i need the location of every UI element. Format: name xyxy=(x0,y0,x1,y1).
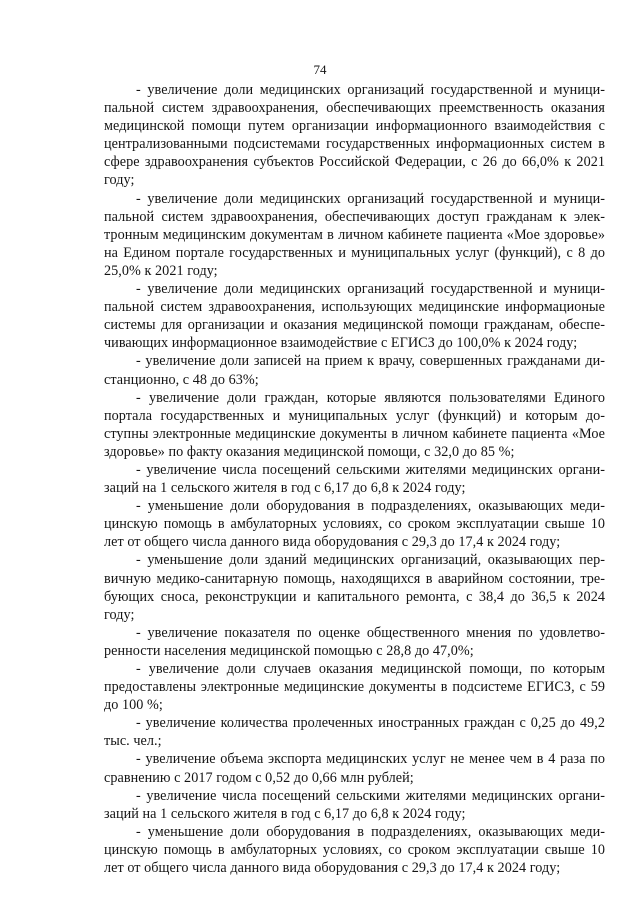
paragraph: - увеличение доли медицинских организаций государственной и муниципальной систем здравоохранения, использующих медицинские информационые системы для организации и оказания медицинской помощи гражданам, обеспечивающих информационное взаимодействие с ЕГИСЗ до 100,0% к 2024 году; xyxy=(104,281,605,352)
paragraph: - уменьшение доли оборудования в подразделениях, оказывающих медицинскую помощь в амбулаторных условиях, со сроком эксплуатации свыше 10 лет от общего числа данного вида оборудования с 29,3 до 17,4 к 2024 году; xyxy=(104,498,605,551)
paragraph: - увеличение доли записей на прием к врачу, совершенных гражданами дистанционно, с 48 до 63%; xyxy=(104,353,605,388)
paragraph: - увеличение доли медицинских организаций государственной и муниципальной систем здравоохранения, обеспечивающих преемственность оказания медицинской помощи путем организации информационного взаимодействия с централизованными подсистемами государственных информационных систем в сфере здравоохранения субъектов Российской Федерации, с 26 до 66,0% к 2021 году; xyxy=(104,82,605,189)
document-body xyxy=(104,81,605,877)
paragraph: - увеличение показателя по оценке общественного мнения по удовлетворенности населения медицинской помощью с 28,8 до 47,0%; xyxy=(104,624,605,659)
paragraph: - увеличение числа посещений сельскими жителями медицинских организаций на 1 сельского жителя в год с 6,17 до 6,8 к 2024 году; xyxy=(104,787,605,822)
paragraph: - увеличение объема экспорта медицинских услуг не менее чем в 4 раза по сравнению с 2017 годом с 0,52 до 0,66 млн рублей; xyxy=(104,751,605,786)
paragraph: - уменьшение доли зданий медицинских организаций, оказывающих первичную медико-санитарную помощь, находящихся в аварийном состоянии, требующих сноса, реконструкции и капитального ремонта, с 38,4 до 36,5 к 2024 году; xyxy=(104,552,605,623)
paragraph: - увеличение доли медицинских организаций государственной и муниципальной систем здравоохранения, обеспечивающих доступ гражданам к электронным медицинским документам в личном кабинете пациента «Мое здоровье» на Едином портале государственных и муниципальных услуг (функций), с 8 до 25,0% к 2021 году; xyxy=(104,190,605,279)
page-number: 74 xyxy=(313,62,327,77)
paragraph: - увеличение числа посещений сельскими жителями медицинских организаций на 1 сельского жителя в год с 6,17 до 6,8 к 2024 году; xyxy=(104,461,605,497)
paragraph: - увеличение доли граждан, которые являются пользователями Единого портала государственных и муниципальных услуг (функций) и которым доступны электронные медицинские документы в личном кабинете пациента «Мое здоровье» по факту оказания медицинской помощи, с 32,0 до 85 %; xyxy=(104,389,605,460)
paragraph: - увеличение количества пролеченных иностранных граждан с 0,25 до 49,2 тыс. чел.; xyxy=(104,715,605,750)
paragraph: - уменьшение доли оборудования в подразделениях, оказывающих медицинскую помощь в амбулаторных условиях, со сроком эксплуатации свыше 10 лет от общего числа данного вида оборудования с 29,3 до 17,4 к 2024 году; xyxy=(104,823,605,877)
paragraph: - увеличение доли случаев оказания медицинской помощи, по которым предоставлены электронные медицинские документы в подсистеме ЕГИСЗ, с 59 до 100 %; xyxy=(104,661,605,714)
